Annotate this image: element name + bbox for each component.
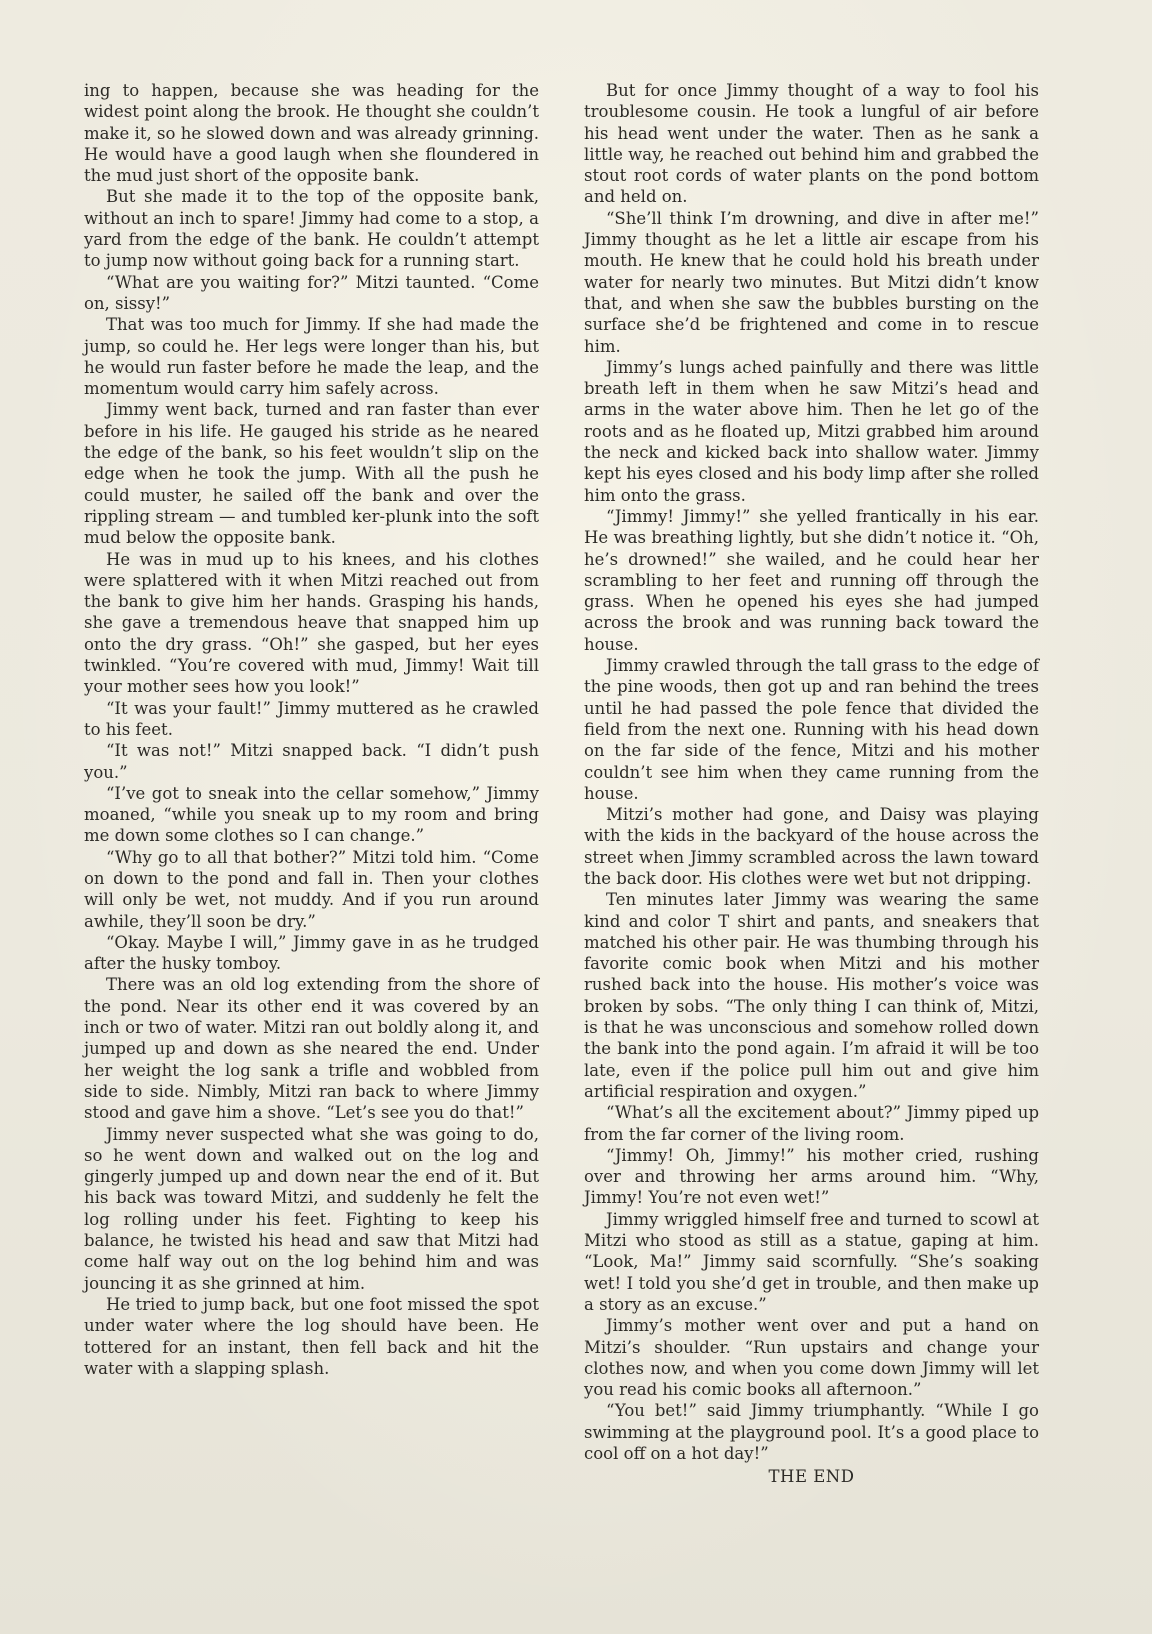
paragraph: But she made it to the top of the opposite bank, without an inch to spare! Jimmy had come to a stop, a yard from the edge of the bank. He couldn’t attempt to jump now without going back for a running start. [84,187,539,271]
paragraph: “You bet!” said Jimmy triumphantly. “While I go swimming at the playground pool. It’s a good place to cool off on a hot day!” [584,1401,1039,1463]
paragraph: Jimmy crawled through the tall grass to the edge of the pine woods, then got up and ran behind the trees until he had passed the pole fence that divided the field from the next one. Running with his head down on the far side of the fence, Mitzi and his mother couldn’t see him when they came running from the house. [584,656,1039,803]
paragraph: “I’ve got to sneak into the cellar somehow,” Jimmy moaned, “while you sneak up to my room and bring me down some clothes so I can change.” [84,783,539,846]
paragraph: “Jimmy! Jimmy!” she yelled frantically in his ear. He was breathing lightly, but she didn’t notice it. “Oh, he’s drowned!” she wailed, and he could hear her scrambling to her feet and running off through the grass. When he opened his eyes she had jumped across the brook and was running back toward the house. [584,506,1039,654]
paragraph: Jimmy never suspected what she was going to do, so he went down and walked out on the log and gingerly jumped up and down near the end of it. But his back was toward Mitzi, and suddenly he felt the log rolling under his feet. Fighting to keep his balance, he twisted his head and saw that Mitzi had come half way out on the log behind him and was jouncing it as she grinned at him. [84,1124,539,1293]
paragraph: “She’ll think I’m drowning, and dive in after me!” Jimmy thought as he let a little air escape from his mouth. He knew that he could hold his breath under water for nearly two minutes. But Mitzi didn’t know that, and when she saw the bubbles bursting on the surface she’d be frightened and come in to rescue him. [584,208,1039,356]
paragraph: “It was not!” Mitzi snapped back. “I didn’t push you.” [84,741,539,782]
paragraph: “Jimmy! Oh, Jimmy!” his mother cried, rushing over and throwing her arms around him. “Why, Jimmy! You’re not even wet!” [584,1145,1039,1208]
paragraph: “Why go to all that bother?” Mitzi told him. “Come on down to the pond and fall in. Then your clothes will only be wet, not muddy. And if you run around awhile, they’ll soon be dry.” [84,847,539,931]
paragraph: “It was your fault!” Jimmy muttered as he crawled to his feet. [84,698,539,739]
right-text-column [584,80,1039,1488]
paragraph: ing to happen, because she was heading for the widest point along the brook. He thought she couldn’t make it, so he slowed down and was already grinning. He would have a good laugh when she floundered in the mud just short of the opposite bank. [84,81,539,186]
paragraph: “Okay. Maybe I will,” Jimmy gave in as he trudged after the husky tomboy. [84,932,539,974]
paragraph: He tried to jump back, but one foot missed the spot under water where the log should have been. He tottered for an instant, then fell back and hit the water with a slapping splash. [84,1294,539,1378]
paragraph: There was an old log extending from the shore of the pond. Near its other end it was covered by an inch or two of water. Mitzi ran out boldly along it, and jumped up and down as she neared the end. Under her weight the log sank a trifle and wobbled from side to side. Nimbly, Mitzi ran back to where Jimmy stood and gave him a shove. “Let’s see you do that!” [84,975,539,1123]
paragraph: Jimmy’s lungs ached painfully and there was little breath left in them when he saw Mitzi’s head and arms in the water above him. Then he let go of the roots and as he floated up, Mitzi grabbed him around the neck and kicked back into shallow water. Jimmy kept his eyes closed and his body limp after she rolled him onto the grass. [584,357,1039,505]
paragraph: He was in mud up to his knees, and his clothes were splattered with it when Mitzi reached out from the bank to give him her hands. Grasping his hands, she gave a tremendous heave that snapped him up onto the dry grass. “Oh!” she gasped, but her eyes twinkled. “You’re covered with mud, Jimmy! Wait till your mother sees how you look!” [84,549,539,697]
paragraph: Mitzi’s mother had gone, and Daisy was playing with the kids in the backyard of the house across the street when Jimmy scrambled across the lawn toward the back door. His clothes were wet but not dripping. [584,805,1039,888]
paragraph: That was too much for Jimmy. If she had made the jump, so could he. Her legs were longer than his, but he would run faster before he made the leap, and the momentum would carry him safely across. [84,315,539,399]
paragraph: “What’s all the excitement about?” Jimmy piped up from the far corner of the living room. [584,1103,1039,1144]
paragraph: Ten minutes later Jimmy was wearing the same kind and color T shirt and pants, and sneakers that matched his other pair. He was thumbing through his favorite comic book when Mitzi and his mother rushed back into the house. His mother’s voice was broken by sobs. “The only thing I can think of, Mitzi, is that he was unconscious and somehow rolled down the bank into the pond again. I’m afraid it will be too late, even if the police pull him out and give him artificial respiration and oxygen.” [584,890,1039,1101]
left-text-column [84,80,539,1379]
paragraph: But for once Jimmy thought of a way to fool his troublesome cousin. He took a lungful of air before his head went under the water. Then as he sank a little way, he reached out behind him and grabbed the stout root cords of water plants on the pond bottom and held on. [584,81,1039,207]
paragraph: “What are you waiting for?” Mitzi taunted. “Come on, sissy!” [84,272,539,313]
the-end-mark: THE END [768,1467,855,1487]
paragraph: Jimmy went back, turned and ran faster than ever before in his life. He gauged his stride as he neared the edge of the bank, so his feet wouldn’t slip on the edge when he took the jump. With all the push he could muster, he sailed off the bank and over the rippling stream — and tumbled ker-plunk into the soft mud below the opposite bank. [84,400,539,548]
paragraph: Jimmy wriggled himself free and turned to scowl at Mitzi who stood as still as a statue, gaping at him. “Look, Ma!” Jimmy said scornfully. “She’s soaking wet! I told you she’d get in trouble, and then make up a story as an excuse.” [584,1209,1039,1314]
paragraph: Jimmy’s mother went over and put a hand on Mitzi’s shoulder. “Run upstairs and change your clothes now, and when you come down Jimmy will let you read his comic books all afternoon.” [584,1316,1039,1400]
